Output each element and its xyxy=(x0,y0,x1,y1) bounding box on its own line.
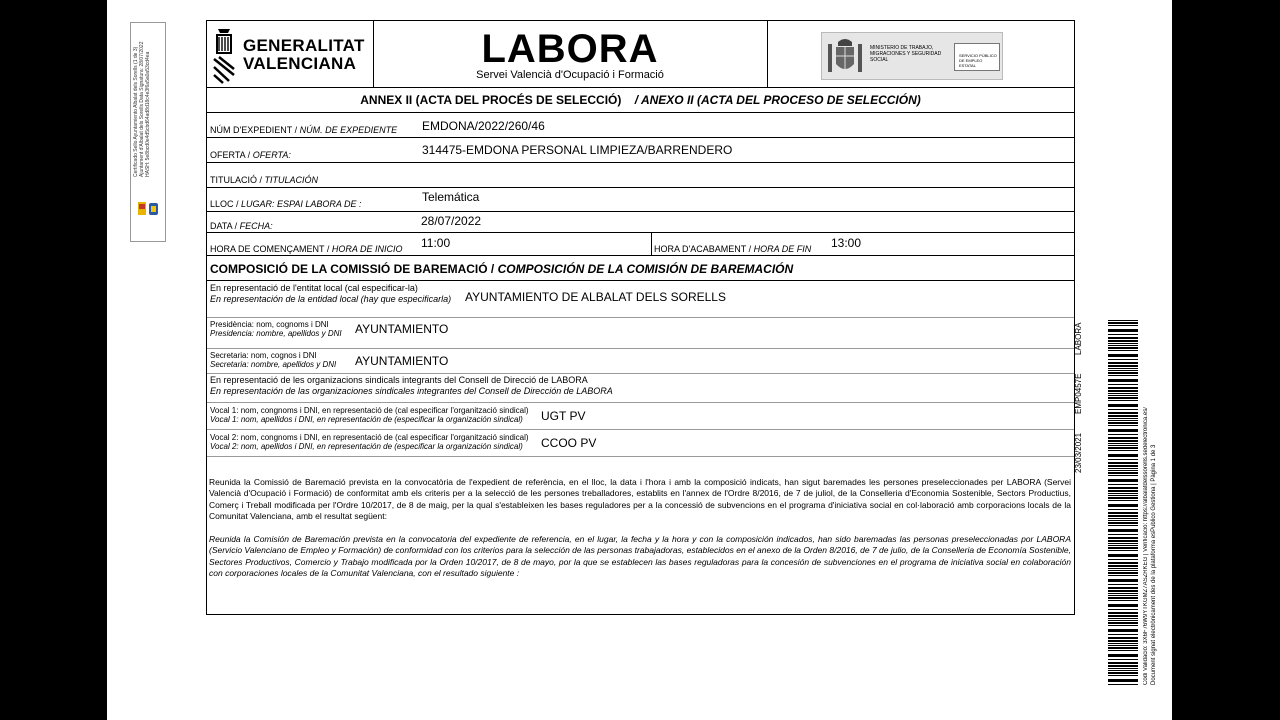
sindicals-label-va: En representació de les organizacions sindicals integrants del Consell de Direcció de LABORA xyxy=(210,375,588,385)
barcode-icon xyxy=(1108,320,1138,686)
vocal1-label-es: Vocal 1: nom, apellidos i DNI, en representación de (especificar la organización sindical) xyxy=(210,415,523,424)
hora-fin-label-va: HORA D'ACABAMENT / xyxy=(654,244,752,254)
verification-line2: Document signat electrònicament des de la plataforma esPublico Gestiona | Pàgina 1 de 3 xyxy=(1151,444,1157,685)
entitat-value: AYUNTAMIENTO DE ALBALAT DELS SORELLS xyxy=(465,290,726,304)
entitat-label-es: En representación de la entidad local (hay que especificarla) xyxy=(210,294,452,304)
lloc-value: Telemática xyxy=(422,190,480,204)
presidencia-label xyxy=(210,320,342,338)
presidencia-label-es: Presidencia: nombre, apellidos y DNI xyxy=(210,329,342,338)
secretaria-row xyxy=(207,349,1074,374)
right-form-code xyxy=(1074,323,1086,473)
annex-title-va: ANNEX II (ACTA DEL PROCÉS DE SELECCIÓ) xyxy=(360,93,622,107)
vocal1-row xyxy=(207,403,1074,430)
vocal1-value: UGT PV xyxy=(541,409,586,423)
vocal2-value: CCOO PV xyxy=(541,436,597,450)
secretaria-value: AYUNTAMIENTO xyxy=(355,354,449,368)
comissio-title-row xyxy=(207,256,1074,281)
entitat-row xyxy=(207,281,1074,318)
expedient-value: EMDONA/2022/260/46 xyxy=(422,119,545,133)
vocal2-label-va: Vocal 2: nom, congnoms i DNI, en representació de (cal especificar l'organització sindical) xyxy=(210,433,529,442)
hora-fin-label xyxy=(654,244,811,254)
generalitat-name xyxy=(243,37,365,73)
hora-inici-value: 11:00 xyxy=(421,236,451,250)
comissio-title xyxy=(210,262,793,276)
lloc-label-es: LUGAR: ESPAI LABORA DE : xyxy=(238,199,362,209)
right-org: LABORA xyxy=(1074,323,1083,356)
data-row xyxy=(207,212,1074,233)
expedient-label-es: NÚM. DE EXPEDIENTE xyxy=(297,125,398,135)
hora-divider xyxy=(651,233,652,255)
vocal2-label-es: Vocal 2: nom, apellidos i DNI, en representación de (especificar la organización sindical) xyxy=(210,442,523,451)
generalitat-logo-cell xyxy=(207,21,374,87)
right-date: 23/03/2021 xyxy=(1074,432,1083,473)
labora-title: LABORA xyxy=(481,27,659,71)
annex-title-es: / ANEXO II (ACTA DEL PROCESO DE SELECCIÓN) xyxy=(634,93,921,107)
expedient-label xyxy=(210,125,397,135)
generalitat-line2: VALENCIANA xyxy=(243,54,357,73)
entitat-label-va: En representació de l'entitat local (cal especificar-la) xyxy=(210,283,418,293)
stamp-text: Certificado Sello Ayuntamiento Albalat dels Sorells (1 de 3) Ajuntament d'Albalat dels Sorells Data Signatura: 28/07/2022 HASH: 5e8bcd0e4d5cbd64ad8d18c4e3f6a5a0a53cd4ea xyxy=(133,41,151,177)
sindicals-label-es: En representación de las organizaciones sindicales integrantes del Consell de Dirección de LABORA xyxy=(210,386,613,396)
ministerio-name: MINISTERIO DE TRABAJO, MIGRACIONES Y SEGURIDAD SOCIAL xyxy=(870,45,942,63)
paragraph-es: Reunida la Comisión de Baremación prevista en la convocatoria del expediente de referencia, en el lugar, la fecha y la hora y con la composición indicados, han sido baremadas las personas preseleccionadas por LABORA (Servicio Valenciano de Empleo y Formación) de conformidad con los criterios para la selección de las personas trabajadoras, establecidos en el anexo de la Orden 8/2016, de 7 de julio, de la Conselleria de Economía Sostenible, Sectores Productivos, Comercio y Trabajo modificada por la Orden 10/2017, de 8 de mayo, por la que se establecen las bases reguladoras para la concesión de subvenciones en el programa de iniciativa social en colaboración con corporaciones locales de la Comunitat Valenciana, con el resultado siguiente : xyxy=(209,534,1071,579)
lloc-label xyxy=(210,199,362,209)
vocal2-label xyxy=(210,433,529,451)
secretaria-label-es: Secretaria: nombre, apellidos y DNI xyxy=(210,360,337,369)
titulacio-row xyxy=(207,163,1074,188)
vocal1-label-va: Vocal 1: nom, congnoms i DNI, en representació de (cal especificar l'organització sindical) xyxy=(210,406,529,415)
titulacio-label-va: TITULACIÓ / xyxy=(210,175,263,185)
hora-inici-label-va: HORA DE COMENÇAMENT / xyxy=(210,244,330,254)
secretaria-label xyxy=(210,351,336,369)
sindicals-label xyxy=(210,375,613,397)
secretaria-label-va: Secretaria: nom, cognos i DNI xyxy=(210,351,317,360)
presidencia-label-va: Presidència: nom, cognoms i DNI xyxy=(210,320,329,329)
ministerio-logo-cell xyxy=(767,21,1073,87)
seal-icon xyxy=(137,201,159,217)
vocal2-row xyxy=(207,430,1074,457)
oferta-value: 314475-EMDONA PERSONAL LIMPIEZA/BARRENDERO xyxy=(422,143,733,157)
data-label xyxy=(210,221,273,231)
coat-of-arms-icon xyxy=(826,36,864,76)
entitat-label xyxy=(210,283,451,305)
expedient-label-va: NÚM D'EXPEDIENT / xyxy=(210,125,298,135)
sepe-name: SERVICIO PÚBLICO DE EMPLEO ESTATAL xyxy=(959,53,997,68)
titulacio-label xyxy=(210,175,318,185)
presidencia-value: AYUNTAMIENTO xyxy=(355,322,449,336)
oferta-label-va: OFERTA / xyxy=(210,150,251,160)
vocal1-label xyxy=(210,406,529,424)
oferta-label xyxy=(210,150,291,160)
hora-inici-label xyxy=(210,244,403,254)
hora-row xyxy=(207,233,1074,256)
data-label-es: FECHA: xyxy=(237,221,273,231)
comissio-title-va: COMPOSICIÓ DE LA COMISSIÓ DE BAREMACIÓ / xyxy=(210,262,495,276)
comissio-title-es: COMPOSICIÓN DE LA COMISIÓN DE BAREMACIÓN xyxy=(494,262,794,276)
generalitat-line1: GENERALITAT xyxy=(243,36,365,55)
oferta-label-es: OFERTA: xyxy=(250,150,291,160)
paragraph-va: Reunida la Comissió de Baremació prevista en la convocatòria de l'expedient de referència, en el lloc, la data i l'hora i amb la composició indicats, han sigut baremades les persones preseleccionades per LABORA (Servei Valencià d'Ocupació i Formació) de conformitat amb els criteris per a la selecció de les persones treballadores, establits en l'annex de l'Ordre 8/2016, de 7 de juliol, de la Conselleria d'Economia Sostenible, Sectors Productius, Comerç i Treball modificada per l'Ordre 10/2017, de 8 de maig, per la qual s'estableixen les bases reguladores per a la concessió de subvencions en el programa d'iniciativa social en col·laboració amb corporacions locals de la Comunitat Valenciana, amb el resultat següent: xyxy=(209,477,1071,522)
lloc-label-va: LLOC / xyxy=(210,199,239,209)
form-header xyxy=(207,21,1074,88)
lloc-row xyxy=(207,188,1074,212)
sindicals-row xyxy=(207,374,1074,403)
certification-stamp xyxy=(130,22,166,242)
annex-title xyxy=(207,88,1074,113)
sepe-logo xyxy=(954,43,1000,71)
verification-text xyxy=(1142,345,1158,685)
expedient-row xyxy=(207,113,1074,138)
data-value: 28/07/2022 xyxy=(421,214,482,228)
acta-form xyxy=(206,20,1075,615)
presidencia-row xyxy=(207,318,1074,349)
labora-subtitle: Servei Valencià d'Ocupació i Formació xyxy=(476,69,664,81)
labora-logo-cell xyxy=(373,21,768,87)
oferta-row xyxy=(207,138,1074,163)
data-label-va: DATA / xyxy=(210,221,238,231)
titulacio-label-es: TITULACIÓN xyxy=(262,175,319,185)
ministerio-logo xyxy=(821,32,1003,80)
hora-inici-label-es: HORA DE INICIO xyxy=(329,244,403,254)
hora-fin-value: 13:00 xyxy=(831,236,862,250)
right-code: EMP0457E xyxy=(1074,373,1083,415)
generalitat-logo-icon xyxy=(211,25,237,85)
verification-line1: Codi Validació: 3X6F76W9YTKGMZ7ASZRKEG | Verificació: https://albalatdelssorells.sedelectronica.es/ xyxy=(1143,407,1149,685)
hora-fin-label-es: HORA DE FIN xyxy=(751,244,812,254)
